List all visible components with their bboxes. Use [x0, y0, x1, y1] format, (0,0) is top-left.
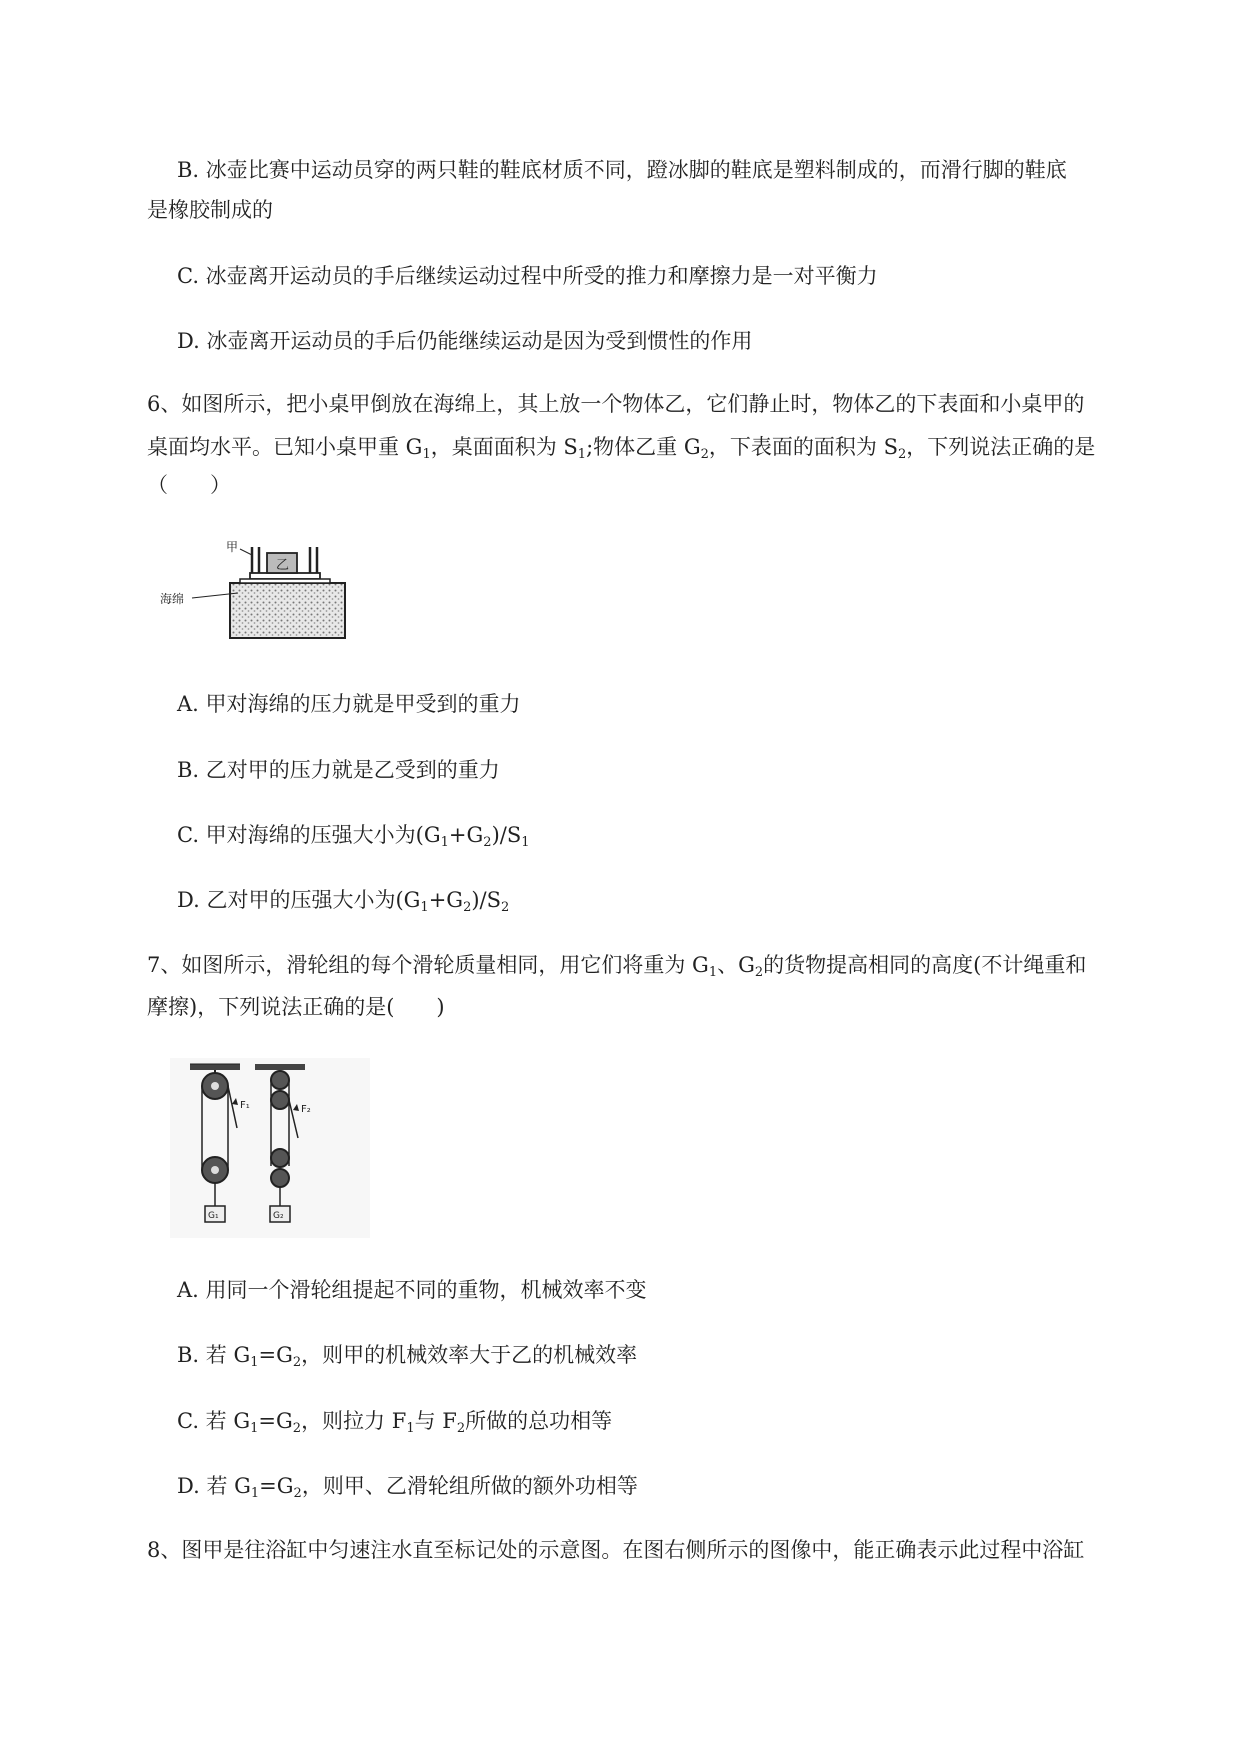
- label-g2: G₂: [273, 1211, 284, 1221]
- table-on-sponge-figure: [160, 535, 360, 645]
- q6-stem-line2: 桌面均水平。已知小桌甲重 $G_1$，桌面面积为 $S_1$;物体乙重 $G_2$，下表面的面积为 $S_2$，下列说法正确的是: [147, 435, 1096, 462]
- label-jia: 甲: [226, 540, 239, 554]
- q7-option-b: B. 若 $G_1=G_2$，则甲的机械效率大于乙的机械效率: [177, 1343, 638, 1370]
- q7-option-d: D. 若 $G_1=G_2$，则甲、乙滑轮组所做的额外功相等: [177, 1474, 638, 1501]
- pulley-systems-figure: [170, 1058, 370, 1238]
- q5-option-b-line1: B. 冰壶比赛中运动员穿的两只鞋的鞋底材质不同，蹬冰脚的鞋底是塑料制成的，而滑行脚的鞋底: [177, 158, 1067, 182]
- q5-option-b-line2: 是橡胶制成的: [147, 198, 273, 222]
- movable-pulley-right-1: [271, 1149, 289, 1167]
- fixed-pulley-right-1: [271, 1071, 289, 1089]
- label-yi: 乙: [276, 558, 290, 573]
- q5-option-c: C. 冰壶离开运动员的手后继续运动过程中所受的推力和摩擦力是一对平衡力: [177, 264, 878, 288]
- q7-stem-line2: 摩擦)，下列说法正确的是( ): [147, 995, 445, 1019]
- q6-stem-line3: （ ）: [147, 473, 231, 497]
- label-f2: F₂: [301, 1104, 311, 1115]
- q6-stem-line1: 6、如图所示，把小桌甲倒放在海绵上，其上放一个物体乙，它们静止时，物体乙的下表面和小桌甲的: [147, 392, 1085, 416]
- q7-option-a: A. 用同一个滑轮组提起不同的重物，机械效率不变: [177, 1278, 647, 1302]
- q6-option-c: C. 甲对海绵的压强大小为$(G_1+G_2)/S_1$: [177, 823, 530, 850]
- ceiling-right: [255, 1064, 305, 1070]
- table-jia-top: [250, 573, 320, 579]
- fixed-pulley-right-2: [271, 1091, 289, 1109]
- q7-stem-line1: 7、如图所示，滑轮组的每个滑轮质量相同，用它们将重为 $G_1$、$G_2$的货物提高相同的高度(不计绳重和: [147, 953, 1087, 980]
- movable-pulley-right-2: [271, 1169, 289, 1187]
- label-f1: F₁: [240, 1100, 250, 1111]
- q7-option-c: C. 若 $G_1=G_2$，则拉力 $F_1$与 $F_2$所做的总功相等: [177, 1409, 613, 1436]
- q6-option-a: A. 甲对海绵的压力就是甲受到的重力: [177, 692, 521, 716]
- ceiling-left: [190, 1064, 240, 1070]
- q6-option-b: B. 乙对甲的压力就是乙受到的重力: [177, 758, 500, 782]
- sponge-block: [230, 583, 345, 638]
- label-sponge: 海绵: [160, 592, 185, 606]
- q5-option-d: D. 冰壶离开运动员的手后仍能继续运动是因为受到惯性的作用: [177, 329, 753, 353]
- q6-option-d: D. 乙对甲的压强大小为$(G_1+G_2)/S_2$: [177, 888, 510, 915]
- q8-stem-line1: 8、图甲是往浴缸中匀速注水直至标记处的示意图。在图右侧所示的图像中，能正确表示此过程中浴缸: [147, 1538, 1085, 1562]
- label-g1: G₁: [208, 1211, 219, 1221]
